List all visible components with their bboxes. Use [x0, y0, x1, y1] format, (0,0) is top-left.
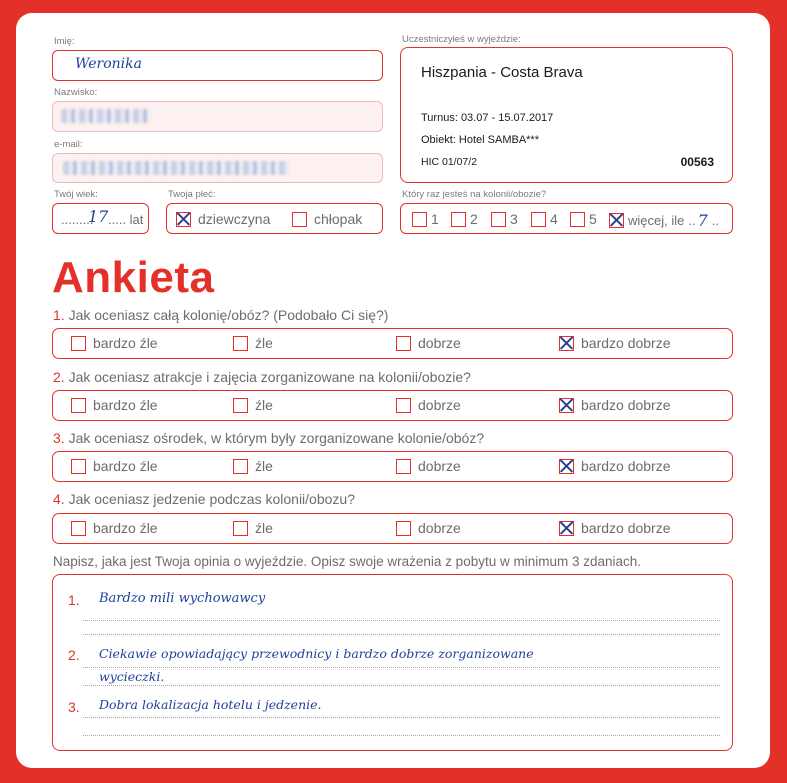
gender-field: [166, 203, 383, 234]
checkbox-icon[interactable]: [233, 521, 248, 536]
answer-row-2: [52, 390, 733, 421]
dotted-line: [83, 735, 720, 736]
email-redacted: [63, 161, 289, 175]
checkbox-icon[interactable]: [71, 398, 86, 413]
checkbox-icon[interactable]: [570, 212, 585, 227]
email-field[interactable]: [52, 153, 383, 183]
answer-row-4: [52, 513, 733, 544]
answer-option[interactable]: bardzo źle: [71, 458, 158, 474]
checkbox-icon[interactable]: [396, 336, 411, 351]
times-option-1[interactable]: [412, 211, 439, 227]
answer-option[interactable]: dobrze: [396, 520, 461, 536]
gender-option-girl[interactable]: [176, 211, 270, 227]
age-value: 17: [88, 207, 109, 226]
checkbox-icon[interactable]: [233, 459, 248, 474]
name-label: Imię:: [54, 36, 75, 47]
email-label: e-mail:: [54, 139, 83, 150]
answer-option[interactable]: źle: [233, 335, 273, 351]
age-field[interactable]: [52, 203, 149, 234]
times-option-label: 2: [470, 211, 478, 227]
question-1: 1. Jak oceniasz całą kolonię/obóz? (Podobało Ci się?): [53, 307, 389, 323]
answer-option[interactable]: dobrze: [396, 397, 461, 413]
trip-obiekt: Obiekt: Hotel SAMBA***: [421, 134, 539, 146]
checkbox-icon[interactable]: [396, 398, 411, 413]
times-option-label: 5: [589, 211, 597, 227]
question-3: 3. Jak oceniasz ośrodek, w którym były zorganizowane kolonie/obóz?: [53, 430, 485, 446]
dotted-line: [83, 685, 720, 686]
question-4: 4. Jak oceniasz jedzenie podczas kolonii/obozu?: [53, 491, 355, 507]
times-more-value: 7: [697, 211, 708, 230]
answer-option-selected[interactable]: bardzo dobrze: [559, 458, 671, 474]
answer-option-selected[interactable]: bardzo dobrze: [559, 335, 671, 351]
checkbox-icon[interactable]: [559, 398, 574, 413]
checkbox-icon[interactable]: [292, 212, 307, 227]
trip-code: HIC 01/07/2: [421, 156, 478, 168]
answer-number: 3.: [68, 699, 80, 715]
checkbox-icon[interactable]: [71, 521, 86, 536]
times-option-label: 1: [431, 211, 439, 227]
answer-number: 1.: [68, 592, 80, 608]
answer-option-selected[interactable]: bardzo dobrze: [559, 520, 671, 536]
name-field[interactable]: [52, 50, 383, 81]
answer-option[interactable]: bardzo źle: [71, 397, 158, 413]
trip-turnus: Turnus: 03.07 - 15.07.2017: [421, 112, 554, 124]
checkbox-icon[interactable]: [609, 213, 624, 228]
answer-option[interactable]: bardzo źle: [71, 520, 158, 536]
opinion-prompt: Napisz, jaka jest Twoja opinia o wyjeździe. Opisz swoje wrażenia z pobytu w minimum 3 zdaniach.: [53, 554, 642, 569]
age-dots: .........: [61, 212, 94, 227]
times-label: Który raz jesteś na kolonii/obozie?: [402, 189, 547, 200]
opinion-answer-3: Dobra lokalizacja hotelu i jedzenie.: [99, 697, 322, 712]
times-option-5[interactable]: [570, 211, 597, 227]
checkbox-icon[interactable]: [233, 398, 248, 413]
answer-option[interactable]: dobrze: [396, 458, 461, 474]
times-option-2[interactable]: [451, 211, 478, 227]
checkbox-icon[interactable]: [71, 459, 86, 474]
age-suffix: ..... lat: [108, 212, 144, 227]
times-option-more[interactable]: więcej, ile .. 7 ..: [609, 211, 719, 230]
checkbox-icon[interactable]: [396, 521, 411, 536]
opinion-answer-2-continuation: wycieczki.: [99, 669, 165, 684]
checkbox-icon[interactable]: [71, 336, 86, 351]
times-field: [400, 203, 733, 234]
dotted-line: [83, 620, 720, 621]
gender-option-boy[interactable]: [292, 211, 362, 227]
answer-row-1: [52, 328, 733, 359]
trip-info-box: [400, 47, 733, 183]
checkbox-icon[interactable]: [396, 459, 411, 474]
checkbox-icon[interactable]: [491, 212, 506, 227]
gender-label: Twoja płeć:: [168, 189, 216, 200]
answer-option[interactable]: źle: [233, 458, 273, 474]
trip-number: 00563: [680, 155, 714, 169]
trip-destination: Hiszpania - Costa Brava: [421, 64, 583, 81]
age-label: Twój wiek:: [54, 189, 98, 200]
gender-option-label: chłopak: [314, 211, 363, 227]
checkbox-icon[interactable]: [412, 212, 427, 227]
answer-number: 2.: [68, 647, 80, 663]
surname-redacted: [61, 109, 151, 123]
answer-option[interactable]: bardzo źle: [71, 335, 158, 351]
opinion-answer-2: Ciekawie opowiadający przewodnicy i bardzo dobrze zorganizowane: [99, 646, 534, 661]
checkbox-icon[interactable]: [233, 336, 248, 351]
checkbox-icon[interactable]: [531, 212, 546, 227]
surname-label: Nazwisko:: [54, 87, 98, 98]
answer-option[interactable]: dobrze: [396, 335, 461, 351]
opinion-answer-box[interactable]: [52, 574, 733, 751]
answer-option-selected[interactable]: bardzo dobrze: [559, 397, 671, 413]
checkbox-icon[interactable]: [176, 212, 191, 227]
dotted-line: [83, 667, 720, 668]
trip-label: Uczestniczyłeś w wyjeździe:: [402, 34, 521, 45]
times-option-4[interactable]: [531, 211, 558, 227]
times-option-3[interactable]: [491, 211, 518, 227]
surname-field[interactable]: [52, 101, 383, 132]
dotted-line: [83, 717, 720, 718]
answer-option[interactable]: źle: [233, 520, 273, 536]
gender-option-label: dziewczyna: [198, 211, 271, 227]
times-more-label: więcej, ile: [628, 213, 685, 228]
checkbox-icon[interactable]: [559, 459, 574, 474]
checkbox-icon[interactable]: [559, 521, 574, 536]
answer-row-3: [52, 451, 733, 482]
opinion-answer-1: Bardzo mili wychowawcy: [99, 591, 266, 606]
times-option-label: 3: [510, 211, 518, 227]
answer-option[interactable]: źle: [233, 397, 273, 413]
survey-title: Ankieta: [52, 253, 215, 302]
dotted-line: [83, 634, 720, 635]
name-value: Weronika: [75, 56, 142, 72]
checkbox-icon[interactable]: [451, 212, 466, 227]
checkbox-icon[interactable]: [559, 336, 574, 351]
question-2: 2. Jak oceniasz atrakcje i zajęcia zorganizowane na kolonii/obozie?: [53, 369, 471, 385]
times-option-label: 4: [550, 211, 558, 227]
